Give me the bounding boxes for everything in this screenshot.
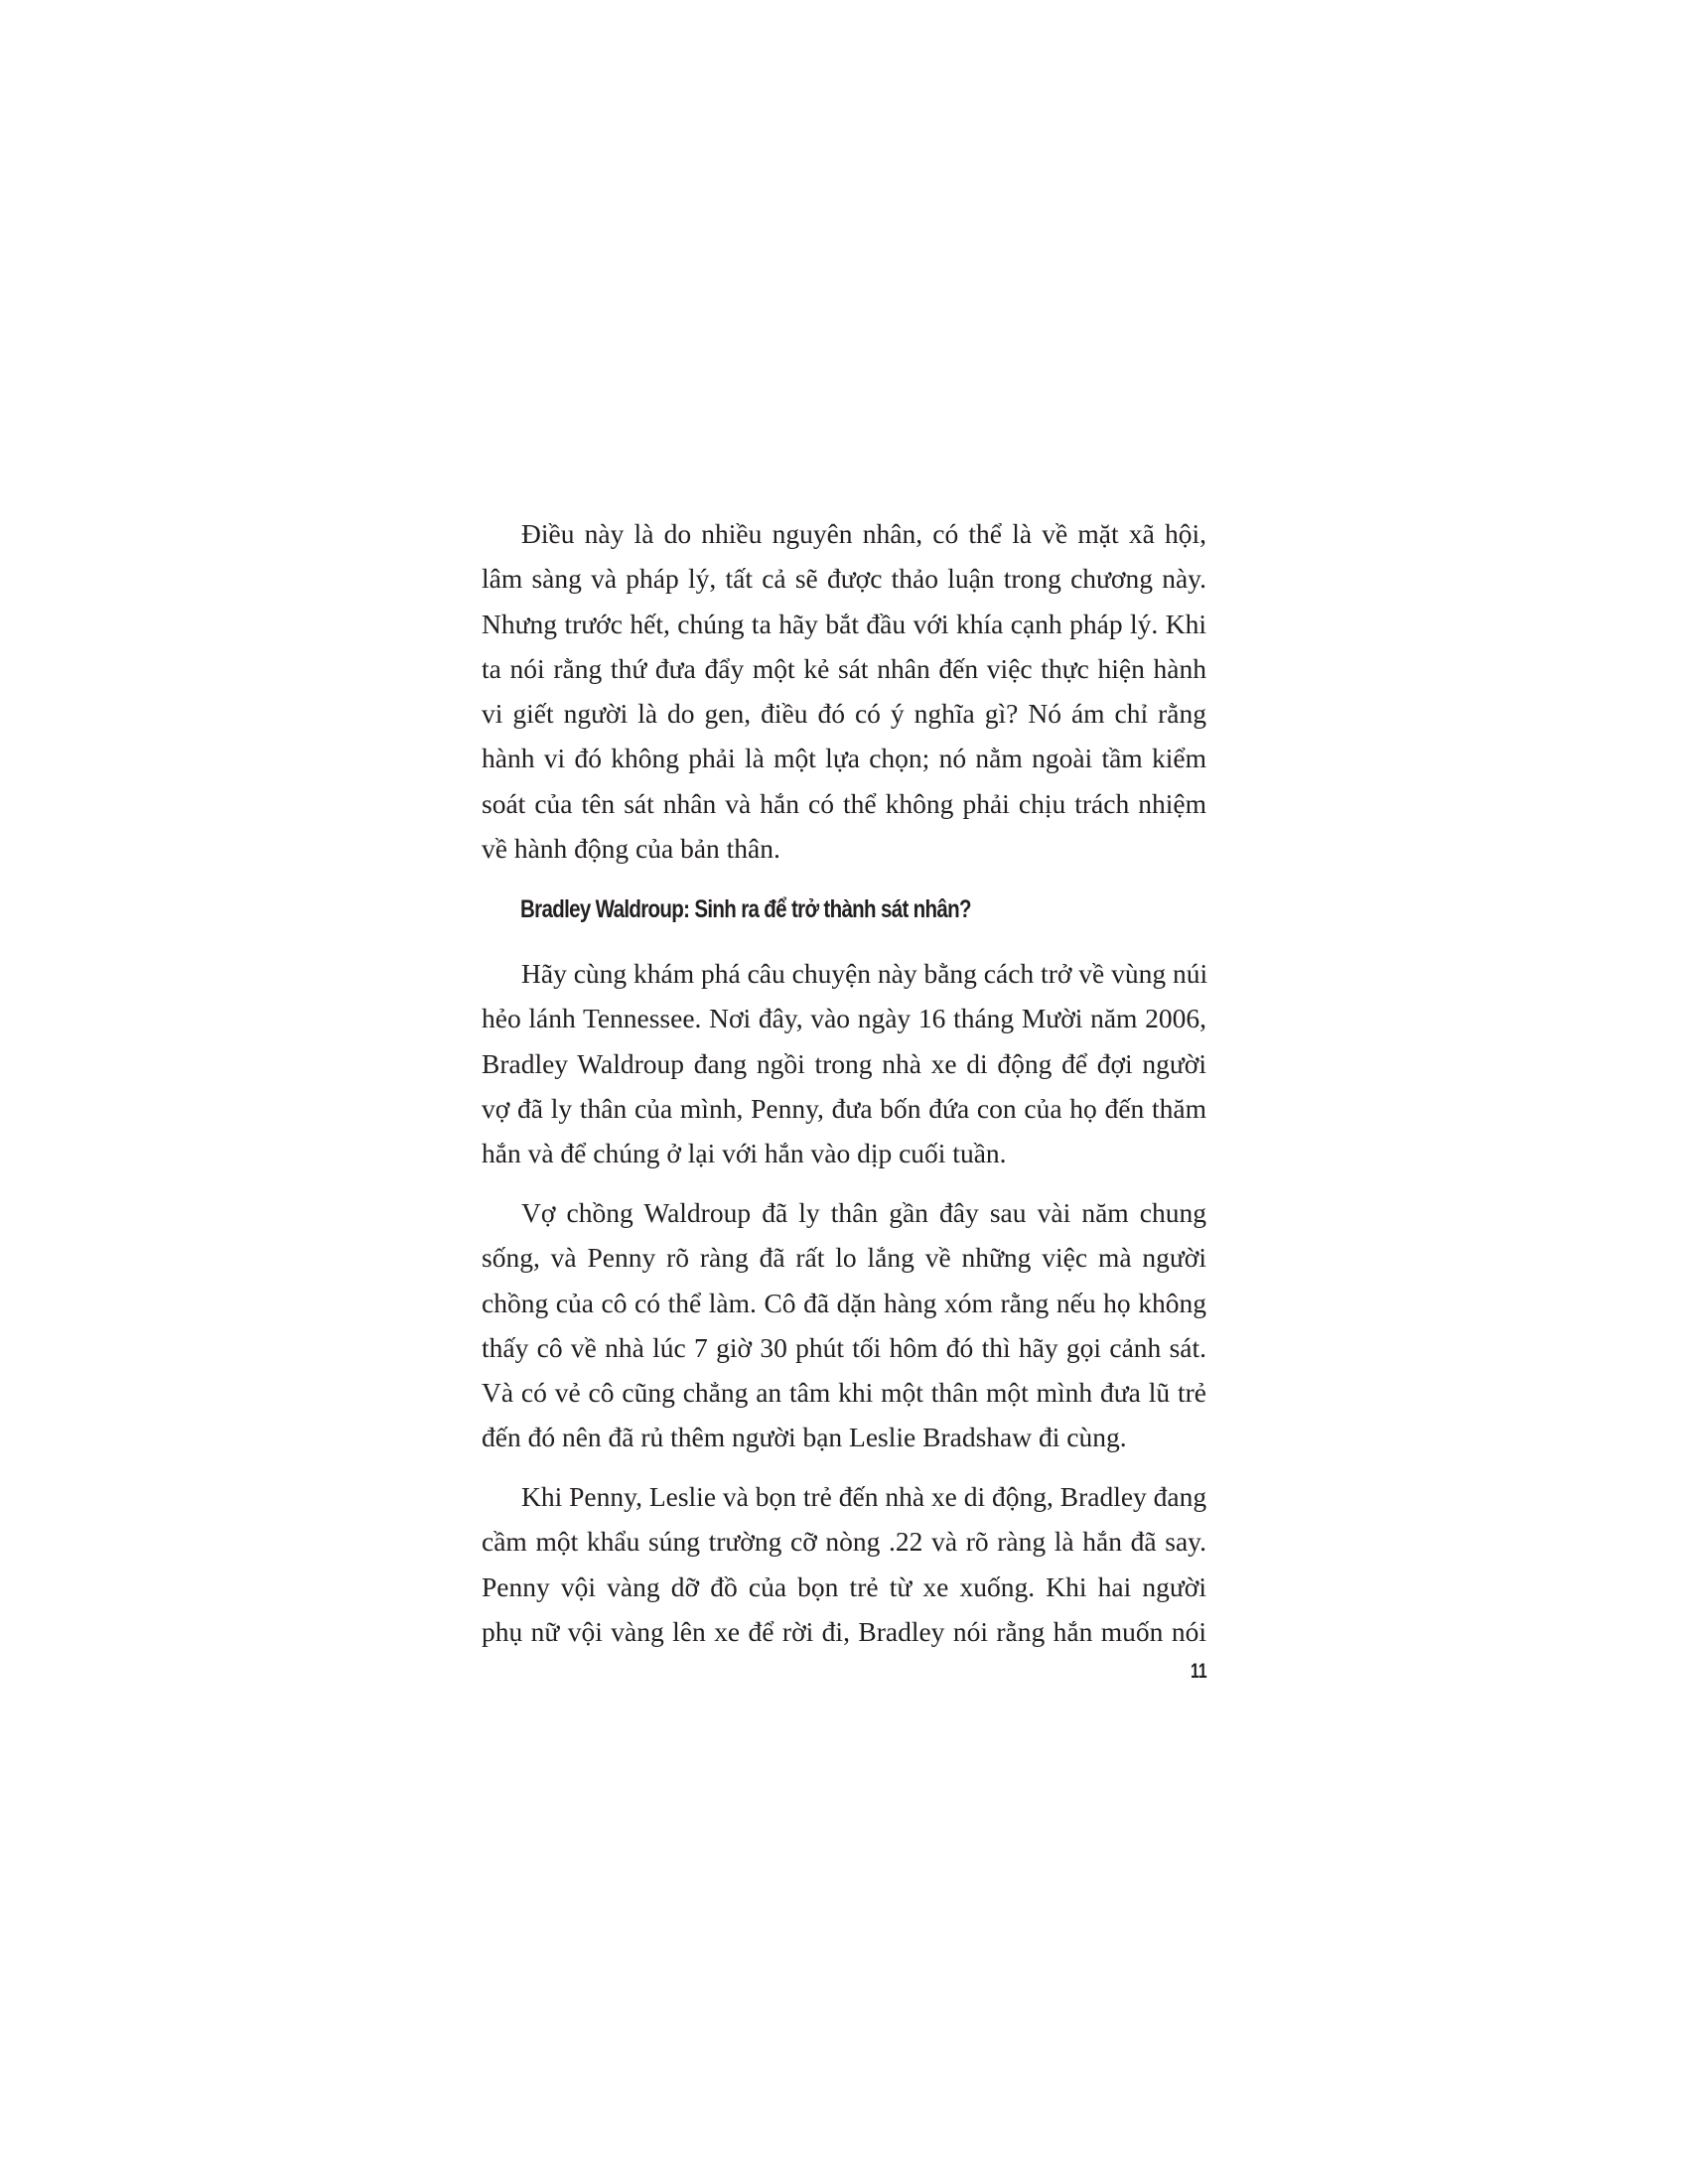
paragraph-line: thấy cô về nhà lúc 7 giờ 30 phút tối hôm đó thì hãy gọi cảnh sát.: [482, 1331, 1206, 1363]
paragraph-2: [482, 951, 1206, 1175]
paragraph-line: Hãy cùng khám phá câu chuyện này bằng cách trở về vùng núi: [521, 958, 1208, 989]
paragraph-line: hẻo lánh Tennessee. Nơi đây, vào ngày 16 tháng Mười năm 2006,: [482, 1003, 1206, 1034]
paragraph-line: đến đó nên đã rủ thêm người bạn Leslie Bradshaw đi cùng.: [482, 1422, 1127, 1453]
paragraph-4: [482, 1474, 1206, 1654]
paragraph-line: Penny vội vàng dỡ đồ của bọn trẻ từ xe xuống. Khi hai người: [482, 1570, 1206, 1602]
paragraph-line: Vợ chồng Waldroup đã ly thân gần đây sau vài năm chung: [521, 1197, 1206, 1228]
paragraph-3: [482, 1190, 1206, 1460]
paragraph-line: phụ nữ vội vàng lên xe để rời đi, Bradley nói rằng hắn muốn nói: [482, 1615, 1206, 1647]
paragraph-line: ta nói rằng thứ đưa đẩy một kẻ sát nhân đến việc thực hiện hành: [482, 652, 1206, 684]
paragraph-line: vợ đã ly thân của mình, Penny, đưa bốn đứa con của họ đến thăm: [482, 1092, 1206, 1124]
paragraph-line: Điều này là do nhiều nguyên nhân, có thể là về mặt xã hội,: [521, 518, 1206, 549]
paragraph-line: vi giết người là do gen, điều đó có ý nghĩa gì? Nó ám chỉ rằng: [482, 698, 1206, 730]
section-heading: Bradley Waldroup: Sinh ra để trở thành sát nhân?: [520, 895, 971, 923]
paragraph-line: Và có vẻ cô cũng chẳng an tâm khi một thân một mình đưa lũ trẻ: [482, 1377, 1206, 1409]
page-number: 11: [1191, 1660, 1207, 1683]
paragraph-line: chồng của cô có thể làm. Cô đã dặn hàng xóm rằng nếu họ không: [482, 1287, 1206, 1318]
paragraph-line: hắn và để chúng ở lại với hắn vào dịp cuối tuần.: [482, 1138, 1007, 1169]
paragraph-1: [482, 511, 1206, 871]
paragraph-line: Khi Penny, Leslie và bọn trẻ đến nhà xe di động, Bradley đang: [521, 1481, 1207, 1512]
paragraph-line: về hành động của bản thân.: [482, 833, 780, 865]
paragraph-line: hành vi đó không phải là một lựa chọn; nó nằm ngoài tầm kiểm: [482, 743, 1206, 774]
paragraph-line: Bradley Waldroup đang ngồi trong nhà xe di động để đợi người: [482, 1047, 1206, 1079]
paragraph-line: sống, và Penny rõ ràng đã rất lo lắng về những việc mà người: [482, 1242, 1206, 1274]
paragraph-line: lâm sàng và pháp lý, tất cả sẽ được thảo luận trong chương này.: [482, 563, 1206, 595]
paragraph-line: cầm một khẩu súng trường cỡ nòng .22 và rõ ràng là hắn đã say.: [482, 1526, 1206, 1558]
paragraph-line: Nhưng trước hết, chúng ta hãy bắt đầu với khía cạnh pháp lý. Khi: [482, 608, 1206, 639]
paragraph-line: soát của tên sát nhân và hắn có thể không phải chịu trách nhiệm: [482, 787, 1206, 819]
